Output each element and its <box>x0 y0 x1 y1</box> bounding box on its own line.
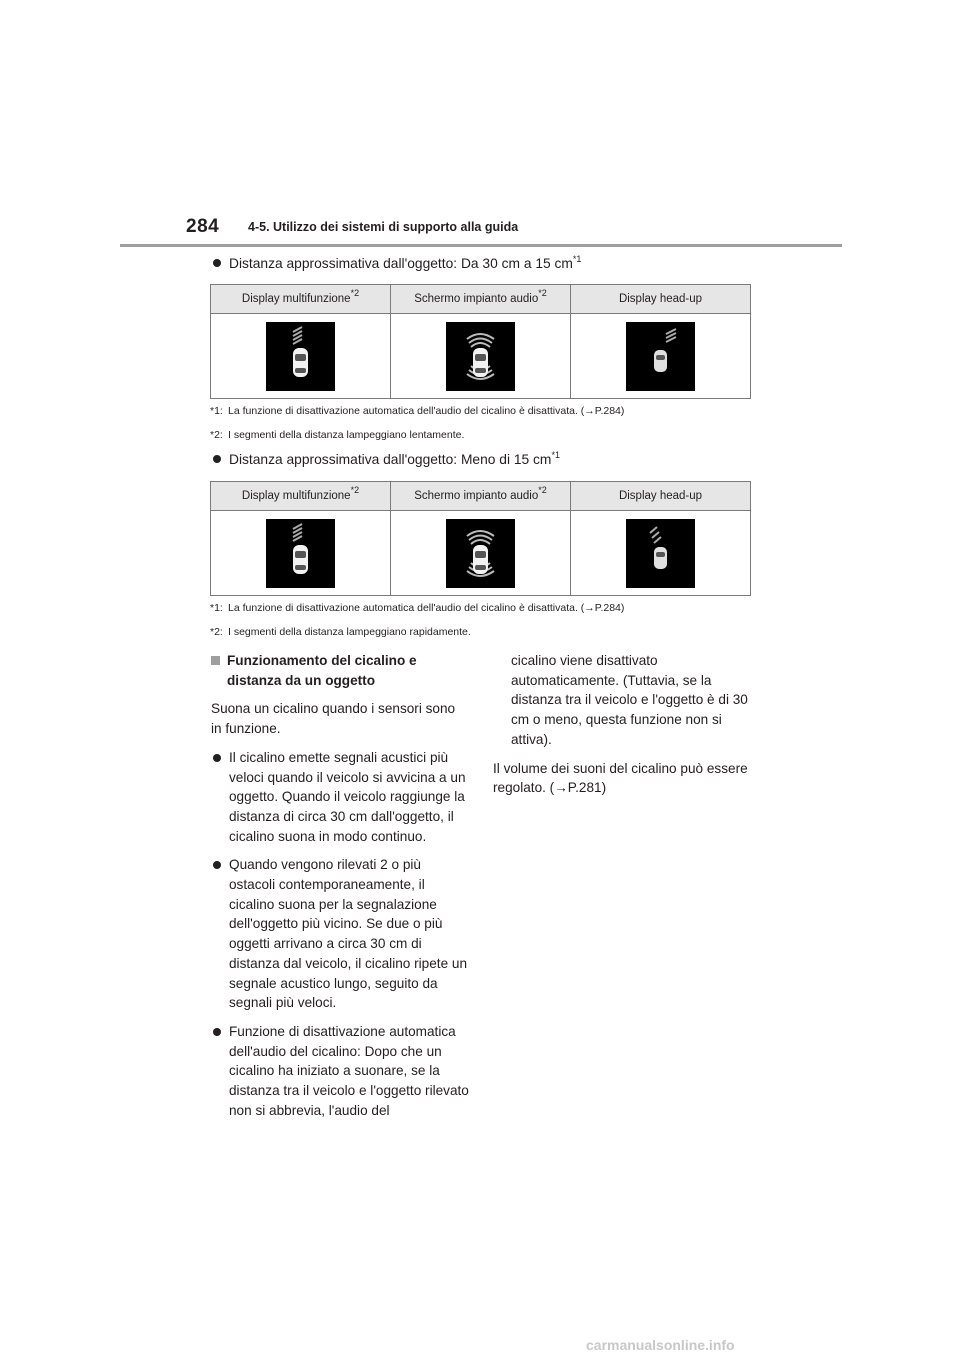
col-header-hud: Display head-up <box>571 285 751 314</box>
block1-heading: Distanza approssimativa dall'oggetto: Da 30 cm a 15 $cm^{*1}$ <box>213 256 581 271</box>
intro-paragraph: Suona un cicalino quando i sensori sono in funzione. <box>211 701 456 737</box>
bullet-item-3-continued: cicalino viene disattivato automaticamente. (Tuttavia, se la distanza tra il veicolo e l'oggetto è di 30 cm o meno, questa funzione non si attiva). <box>511 653 748 747</box>
multifunction-display-image <box>211 511 391 596</box>
col-header-audio: Schermo impianto audio$^{*2}$ <box>391 285 571 314</box>
subheading: Funzionamento del cicalino e distanza da un oggetto <box>211 651 469 690</box>
block2-display-table <box>210 481 751 596</box>
audio-screen-image <box>391 511 571 596</box>
col-header-multifunction: Display multifunzione$^{*2}$ <box>211 285 391 314</box>
header-rule <box>120 244 842 247</box>
page-number: 284 <box>186 216 220 237</box>
block1-display-table <box>210 284 751 399</box>
bullet-dot <box>213 259 221 267</box>
section-title: 4-5. Utilizzo dei sistemi di supporto alla guida <box>248 220 519 234</box>
bullet-item-1: Il cicalino emette segnali acustici più veloci quando il veicolo si avvicina a un oggetto. Quando il veicolo raggiunge la distanza di circa 30 cm dall'oggetto, il cicalino suona in modo continuo. <box>211 748 469 847</box>
col-header-hud: Display head-up <box>571 482 751 511</box>
multifunction-display-image <box>211 314 391 399</box>
right-column <box>493 651 755 798</box>
left-column <box>211 651 469 1120</box>
audio-screen-image <box>391 314 571 399</box>
hud-display-image <box>571 511 751 596</box>
block2-heading: Distanza approssimativa dall'oggetto: Meno di 15 $cm^{*1}$ <box>213 452 560 467</box>
block1-footnote-2: *2: I segmenti della distanza lampeggiano lentamente. <box>210 429 465 441</box>
bullet-item-3: Funzione di disattivazione automatica dell'audio del cicalino: Dopo che un cicalino ha iniziato a suonare, se la distanza tra il veicolo e l'oggetto rilevato non si abbrevia, l'audio del <box>211 1022 469 1121</box>
block1-footnote-1: *1: La funzione di disattivazione automatica dell'audio del cicalino è disattivata. (→P.284) <box>210 405 625 417</box>
block2-footnote-2: *2: I segmenti della distanza lampeggiano rapidamente. <box>210 626 471 638</box>
volume-note: Il volume dei suoni del cicalino può essere regolato. (→P.281) <box>493 760 748 796</box>
block2-footnote-1: *1: La funzione di disattivazione automatica dell'audio del cicalino è disattivata. (→P.284) <box>210 602 625 614</box>
col-header-multifunction: Display multifunzione$^{*2}$ <box>211 482 391 511</box>
watermark: carmanualsonline.info <box>586 1337 735 1353</box>
col-header-audio: Schermo impianto audio$^{*2}$ <box>391 482 571 511</box>
bullet-dot <box>213 455 221 463</box>
hud-display-image <box>571 314 751 399</box>
bullet-item-2: Quando vengono rilevati 2 o più ostacoli contemporaneamente, il cicalino suona per la segnalazione dell'oggetto più vicino. Se due o più oggetti arrivano a circa 30 cm di distanza dal veicolo, il cicalino ripete un segnale acustico lungo, seguito da segnali più veloci. <box>211 855 469 1013</box>
